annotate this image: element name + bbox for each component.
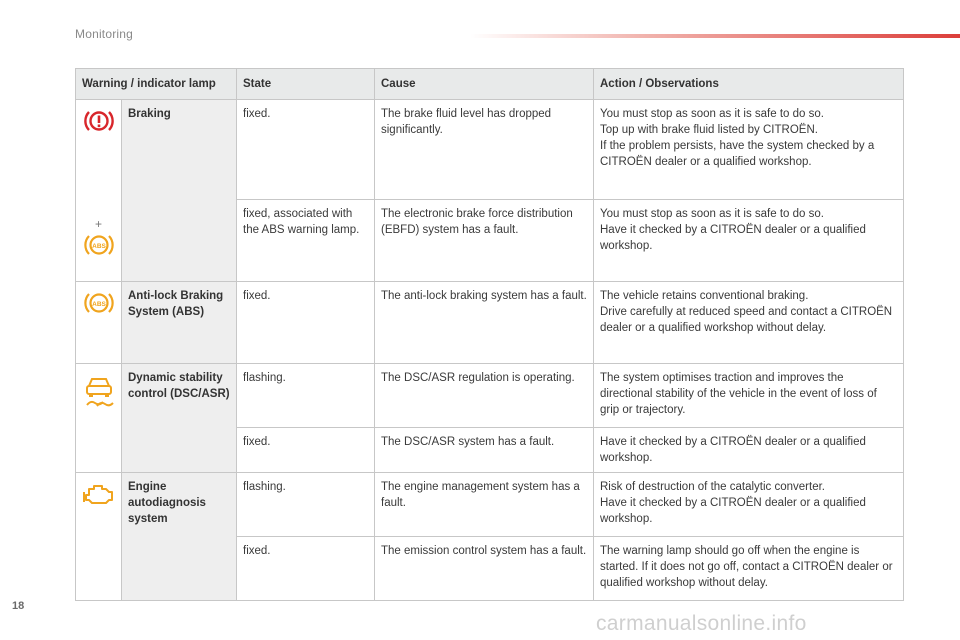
section-title: Monitoring xyxy=(75,27,134,41)
column-header-cause: Cause xyxy=(375,69,594,100)
cause-cell: The anti-lock braking system has a fault. xyxy=(375,282,594,364)
action-cell xyxy=(594,473,904,537)
table-row xyxy=(76,473,904,537)
lamp-name: Braking xyxy=(122,100,237,282)
lamp-icon-cell xyxy=(76,100,122,282)
table-row xyxy=(76,282,904,364)
table-row xyxy=(76,100,904,200)
action-line: Have it checked by a CITROËN dealer or a qualified workshop. xyxy=(600,497,866,525)
cause-cell: The brake fluid level has dropped significantly. xyxy=(375,100,594,200)
cause-cell: The DSC/ASR regulation is operating. xyxy=(375,364,594,428)
page-number: 18 xyxy=(12,600,25,612)
action-line: The warning lamp should go off when the engine is started. If it does not go off, contact a CITROËN dealer or qualified workshop without delay. xyxy=(600,545,893,589)
lamp-icon-cell xyxy=(76,282,122,364)
action-cell xyxy=(594,200,904,282)
action-cell xyxy=(594,282,904,364)
lamp-name: Engine autodiagnosis system xyxy=(122,473,237,601)
column-header-state: State xyxy=(237,69,375,100)
abs-warning-icon xyxy=(84,232,114,258)
table-header-row xyxy=(76,69,904,100)
state-cell: flashing. xyxy=(237,473,375,537)
action-line: Top up with brake fluid listed by CITROËN. xyxy=(600,124,818,136)
action-line: You must stop as soon as it is safe to do so. xyxy=(600,108,824,120)
action-line: The system optimises traction and improves the directional stability of the vehicle in the event of loss of grip or trajectory. xyxy=(600,372,877,416)
action-line: Have it checked by a CITROËN dealer or a qualified workshop. xyxy=(600,224,866,252)
cause-cell: The electronic brake force distribution (EBFD) system has a fault. xyxy=(375,200,594,282)
action-line: Drive carefully at reduced speed and contact a CITROËN dealer or a qualified workshop without delay. xyxy=(600,306,893,334)
action-cell xyxy=(594,428,904,473)
brake-warning-icon xyxy=(84,108,114,134)
column-header-lamp: Warning / indicator lamp xyxy=(76,69,237,100)
state-cell: fixed. xyxy=(237,100,375,200)
state-cell: flashing. xyxy=(237,364,375,428)
warning-lamp-table xyxy=(75,68,904,601)
lamp-name: Dynamic stability control (DSC/ASR) xyxy=(122,364,237,473)
column-header-action: Action / Observations xyxy=(594,69,904,100)
svg-text:ABS: ABS xyxy=(91,243,106,250)
state-cell: fixed. xyxy=(237,428,375,473)
plus-sign: + xyxy=(94,217,102,231)
watermark: carmanualsonline.info xyxy=(596,612,807,635)
state-cell: fixed, associated with the ABS warning lamp. xyxy=(237,200,375,282)
lamp-name: Anti-lock Braking System (ABS) xyxy=(122,282,237,364)
action-line: Risk of destruction of the catalytic converter. xyxy=(600,481,825,493)
table-row xyxy=(76,364,904,428)
cause-cell: The DSC/ASR system has a fault. xyxy=(375,428,594,473)
action-cell xyxy=(594,537,904,601)
action-line: If the problem persists, have the system checked by a CITROËN dealer or a qualified workshop. xyxy=(600,140,875,168)
cause-cell: The engine management system has a fault. xyxy=(375,473,594,537)
action-line: The vehicle retains conventional braking. xyxy=(600,290,809,302)
action-cell xyxy=(594,364,904,428)
action-line: You must stop as soon as it is safe to do so. xyxy=(600,208,824,220)
header-accent-line xyxy=(470,34,960,38)
action-line: Have it checked by a CITROËN dealer or a qualified workshop. xyxy=(600,436,866,464)
action-cell xyxy=(594,100,904,200)
state-cell: fixed. xyxy=(237,282,375,364)
svg-text:ABS: ABS xyxy=(91,301,106,308)
engine-icon xyxy=(82,481,116,507)
lamp-icon-cell xyxy=(76,473,122,601)
lamp-icon-cell xyxy=(76,364,122,473)
state-cell: fixed. xyxy=(237,537,375,601)
dsc-asr-icon xyxy=(83,372,115,408)
cause-cell: The emission control system has a fault. xyxy=(375,537,594,601)
abs-warning-icon xyxy=(84,290,114,316)
